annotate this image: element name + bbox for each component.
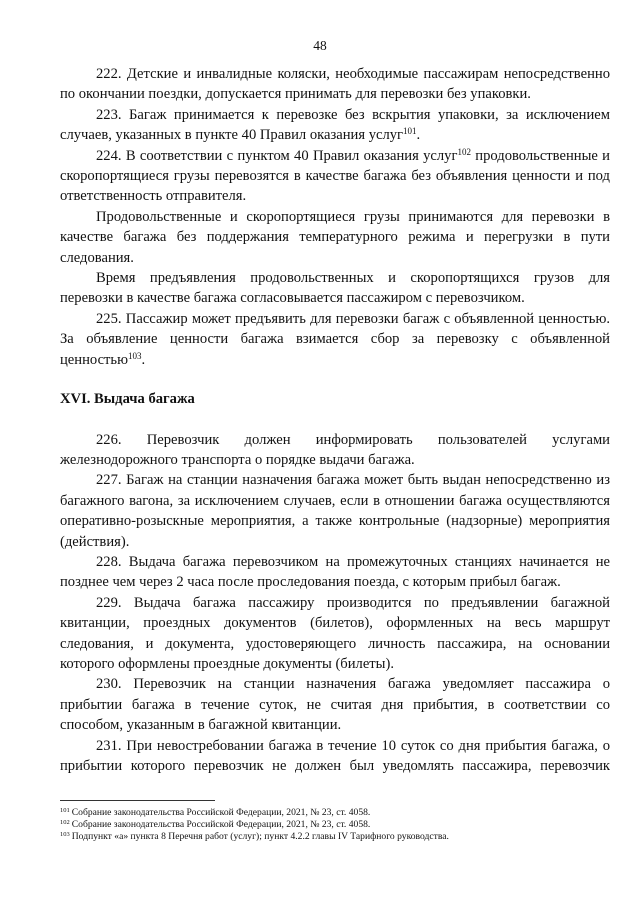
paragraph-224-cont-1: Продовольственные и скоропортящиеся грузы принимаются для перевозки в качестве багажа без поддержания температурного режима и перегрузки в пути следования. <box>60 208 610 266</box>
paragraph-229: 229. Выдача багажа пассажиру производится по предъявлении багажной квитанции, проездных документов (билетов), оформленных на весь маршрут следования, и документа, удостоверяющего личность пассажира, на основании которого оформлены проездные документы (билеты). <box>60 594 610 672</box>
paragraph-231: 231. При невостребовании багажа в течение 10 суток со дня прибытия багажа, о прибытии которого перевозчик не должен был уведомлять пассажира, перевозчик <box>60 737 610 774</box>
section-heading: XVI. Выдача багажа <box>60 391 195 408</box>
page-number: 48 <box>313 38 327 53</box>
paragraph-224-cont-2: Время предъявления продовольственных и скоропортящихся грузов для перевозки в качестве багажа согласовывается пассажиром с перевозчиком. <box>60 270 610 307</box>
footnote-102: $^{102}$ Собрание законодательства Российской Федерации, 2021, № 23, ст. 4058. <box>60 819 371 831</box>
footnote-ref: 103 <box>127 350 142 361</box>
document-body <box>60 64 610 776</box>
footnote-ref: 101 <box>403 126 417 137</box>
paragraph-224: 224. В соответствии с пунктом 40 Правил оказания услуг$^{102}$ продовольственные и скоропортящиеся грузы перевозятся в качестве багажа без объявления ценности и под ответственность отправителя. <box>60 146 610 205</box>
paragraph-230: 230. Перевозчик на станции назначения багажа уведомляет пассажира о прибытии багажа в течение суток, не считая дня прибытия, в соответствии со способом, указанным в багажной квитанции. <box>60 676 610 734</box>
footnote-separator <box>60 800 215 801</box>
footnote-101: $^{101}$ Собрание законодательства Российской Федерации, 2021, № 23, ст. 4058. <box>60 807 371 818</box>
paragraph-228: 228. Выдача багажа перевозчиком на промежуточных станциях начинается не позднее чем через 2 часа после проследования поезда, с которым прибыл багаж. <box>60 553 610 591</box>
paragraph-223: 223. Багаж принимается к перевозке без вскрытия упаковки, за исключением случаев, указанных в пункте 40 Правил оказания услуг$^{101}$. <box>60 106 610 144</box>
paragraph-226: 226. Перевозчик должен информировать пользователей услугами железнодорожного транспорта о порядке выдачи багажа. <box>60 431 610 468</box>
paragraph-225: 225. Пассажир может предъявить для перевозки багаж с объявленной ценностью. За объявление ценности багажа взимается сбор за перевозку с объявленной ценностью$^{103}$. <box>60 310 610 368</box>
footnote-103: $^{103}$ Подпункт «а» пункта 8 Перечня работ (услуг); пункт 4.2.2 главы IV Тарифного руководства. <box>60 831 449 843</box>
footnote-ref: 102 <box>457 146 471 157</box>
footnotes <box>60 807 610 844</box>
paragraph-227: 227. Багаж на станции назначения багажа может быть выдан непосредственно из багажного вагона, за исключением случаев, если в отношении багажа осуществляются оперативно-розыскные мероприятия, а также контрольные (надзорные) мероприятия (действия). <box>60 472 610 550</box>
paragraph-222: 222. Детские и инвалидные коляски, необходимые пассажирам непосредственно по окончании поездки, допускается принимать для перевозки без упаковки. <box>60 66 610 103</box>
